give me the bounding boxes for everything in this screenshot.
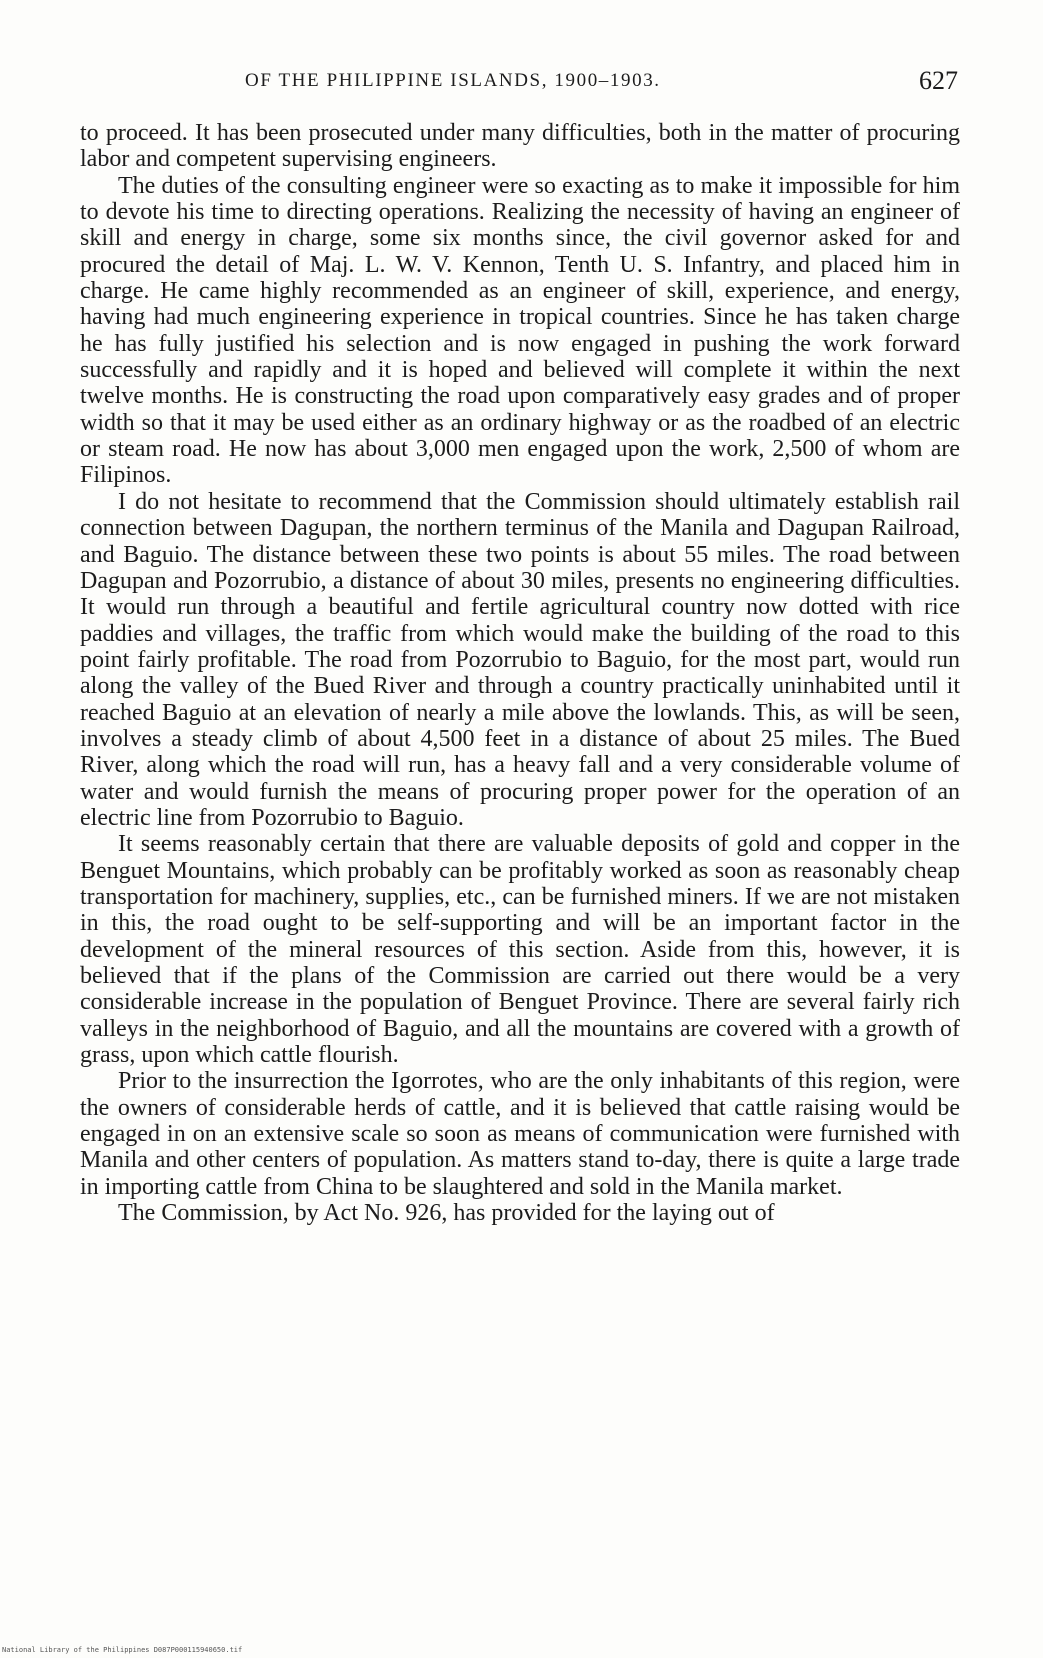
body-text <box>80 120 960 1226</box>
running-title: OF THE PHILIPPINE ISLANDS, 1900–1903. <box>245 70 661 91</box>
paragraph-continuation: to proceed. It has been prosecuted under many difficulties, both in the matter of procuring labor and competent supervising engineers. <box>80 120 960 173</box>
scan-footer: National Library of the Philippines D087P000115940650.tif <box>2 1646 243 1654</box>
paragraph-cattle-raising: Prior to the insurrection the Igorrotes, who are the only inhabitants of this region, were the owners of considerable herds of cattle, and it is believed that cattle raising would be engaged in on an extensive scale so soon as means of communication were furnished with Manila and other centers of population. As matters stand to-day, there is quite a large trade in importing cattle from China to be slaughtered and sold in the Manila market. <box>80 1068 960 1200</box>
running-head <box>80 66 960 100</box>
page-number: 627 <box>919 66 958 95</box>
paragraph-rail-connection: I do not hesitate to recommend that the Commission should ultimately establish rail connection between Dagupan, the northern terminus of the Manila and Dagupan Railroad, and Baguio. The distance between these two points is about 55 miles. The road between Dagupan and Pozorrubio, a distance of about 30 miles, presents no engineering difficulties. It would run through a beautiful and fertile agricultural country now dotted with rice paddies and villages, the traffic from which would make the building of the road to this point fairly profitable. The road from Pozorrubio to Baguio, for the most part, would run along the valley of the Bued River and through a country practically uninhabited until it reached Baguio at an elevation of nearly a mile above the lowlands. This, as will be seen, involves a steady climb of about 4,500 feet in a distance of about 25 miles. The Bued River, along which the road will run, has a heavy fall and a very considerable volume of water and would furnish the means of procuring proper power for the operation of an electric line from Pozorrubio to Baguio. <box>80 488 960 831</box>
paragraph-act-926: The Commission, by Act No. 926, has provided for the laying out of <box>118 1200 775 1227</box>
paragraph-mineral-deposits: It seems reasonably certain that there are valuable deposits of gold and copper in the Benguet Mountains, which probably can be profitably worked as soon as reasonably cheap transportation for machinery, supplies, etc., can be furnished miners. If we are not mistaken in this, the road ought to be self-supporting and will be an important factor in the development of the mineral resources of this section. Aside from this, however, it is believed that if the plans of the Commission are carried out there would be a very considerable increase in the population of Benguet Province. There are several fairly rich valleys in the neighborhood of Baguio, and all the mountains are covered with a growth of grass, upon which cattle flourish. <box>80 831 960 1069</box>
paragraph-consulting-engineer: The duties of the consulting engineer were so exacting as to make it impossible for him to devote his time to directing operations. Realizing the necessity of having an engineer of skill and energy in charge, some six months since, the civil governor asked for and procured the detail of Maj. L. W. V. Kennon, Tenth U. S. Infantry, and placed him in charge. He came highly recommended as an engineer of skill, experience, and energy, having had much engineering experience in tropical countries. Since he has taken charge he has fully justified his selection and is now engaged in pushing the work forward successfully and rapidly and it is hoped and believed will complete it within the next twelve months. He is constructing the road upon comparatively easy grades and of proper width so that it may be used either as an ordinary highway or as the roadbed of an electric or steam road. He now has about 3,000 men engaged upon the work, 2,500 of whom are Filipinos. <box>80 172 960 489</box>
